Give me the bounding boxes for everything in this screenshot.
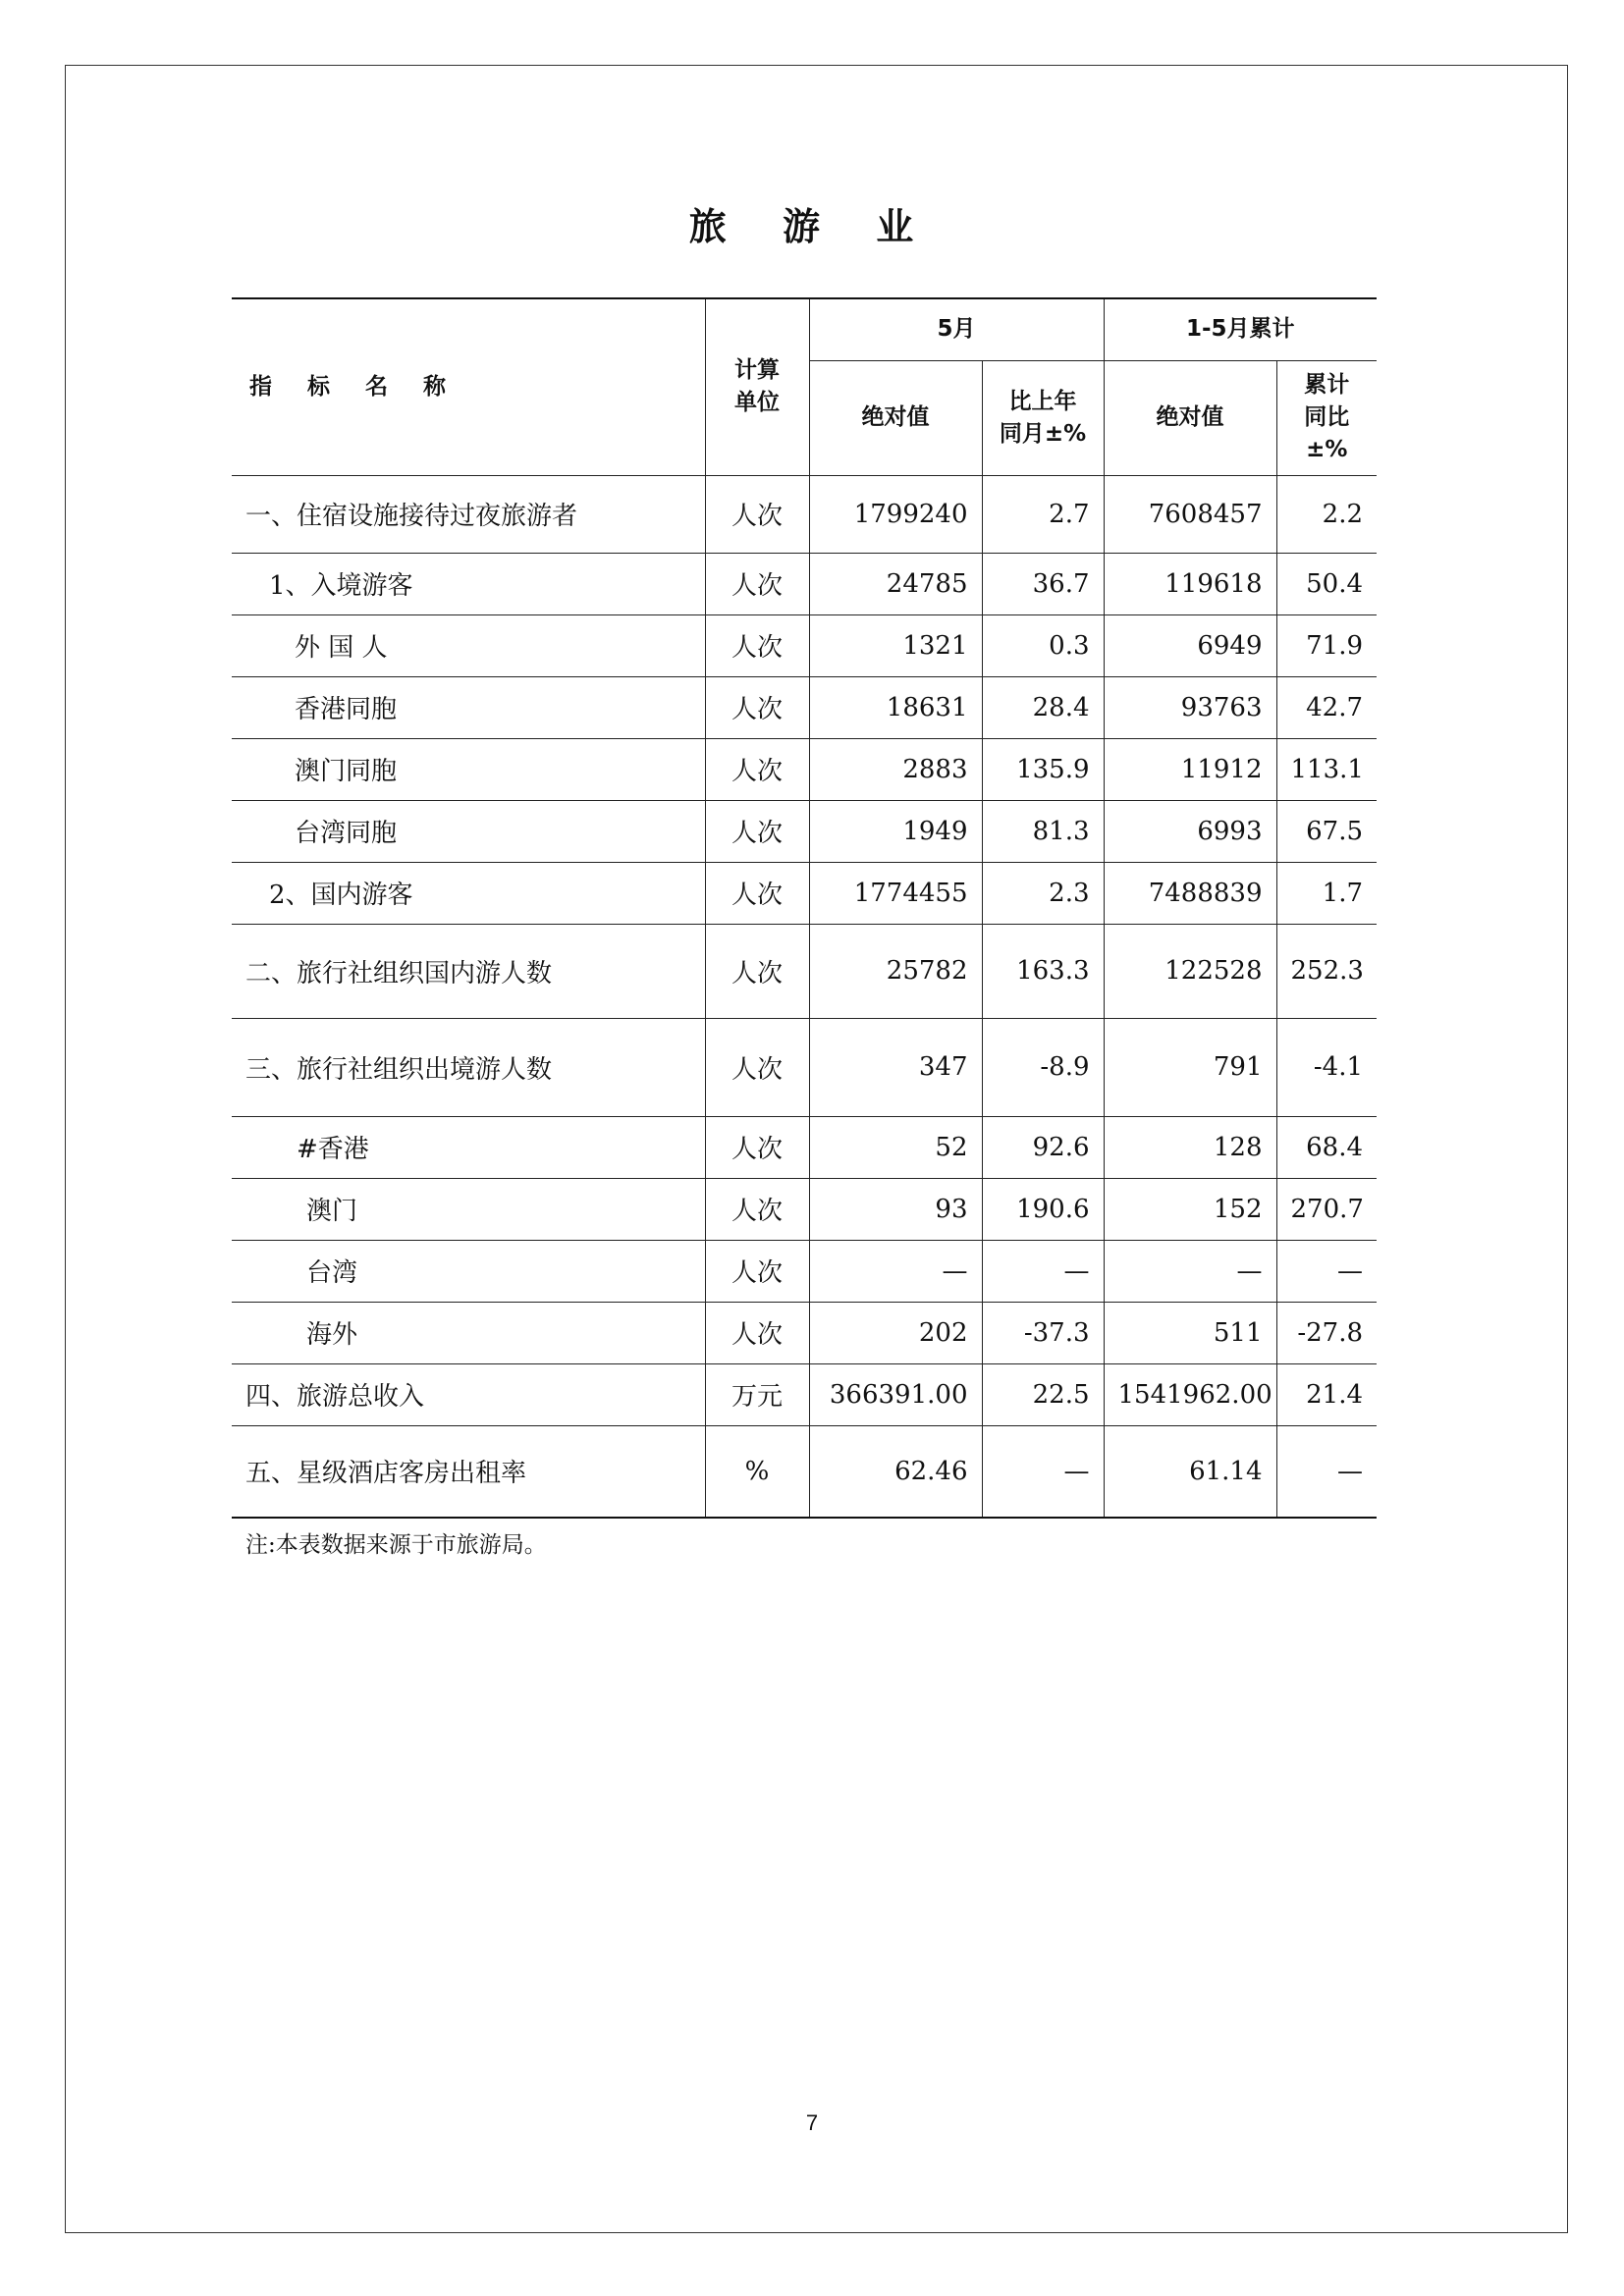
row-ytd-yoy: -4.1 bbox=[1276, 1018, 1377, 1116]
row-month-value: 1799240 bbox=[809, 475, 982, 553]
row-month-yoy: — bbox=[982, 1240, 1104, 1302]
row-name: 澳门同胞 bbox=[232, 738, 705, 800]
row-ytd-yoy: 71.9 bbox=[1276, 614, 1377, 676]
row-month-value: — bbox=[809, 1240, 982, 1302]
row-ytd-value: 11912 bbox=[1104, 738, 1276, 800]
table-row bbox=[232, 553, 1377, 614]
header-indicator-name: 指 标 名 称 bbox=[232, 298, 705, 475]
row-ytd-yoy: 42.7 bbox=[1276, 676, 1377, 738]
row-unit: 人次 bbox=[705, 738, 809, 800]
row-month-yoy: 22.5 bbox=[982, 1363, 1104, 1425]
row-ytd-yoy: 2.2 bbox=[1276, 475, 1377, 553]
row-unit: 人次 bbox=[705, 1302, 809, 1363]
source-note: 注:本表数据来源于市旅游局。 bbox=[245, 1532, 547, 1558]
row-month-value: 366391.00 bbox=[809, 1363, 982, 1425]
row-ytd-value: 511 bbox=[1104, 1302, 1276, 1363]
row-ytd-yoy: 68.4 bbox=[1276, 1116, 1377, 1178]
row-month-yoy: 92.6 bbox=[982, 1116, 1104, 1178]
row-ytd-value: 791 bbox=[1104, 1018, 1276, 1116]
row-month-yoy: 190.6 bbox=[982, 1178, 1104, 1240]
row-unit: 万元 bbox=[705, 1363, 809, 1425]
row-month-yoy: -37.3 bbox=[982, 1302, 1104, 1363]
row-month-yoy: 0.3 bbox=[982, 614, 1104, 676]
table-row bbox=[232, 1302, 1377, 1363]
header-unit-line1: 计算 bbox=[734, 357, 780, 384]
row-name: 1、入境游客 bbox=[232, 553, 705, 614]
row-month-yoy: 2.3 bbox=[982, 862, 1104, 924]
row-month-yoy: 81.3 bbox=[982, 800, 1104, 862]
row-month-yoy: — bbox=[982, 1425, 1104, 1518]
row-month-value: 347 bbox=[809, 1018, 982, 1116]
row-unit: 人次 bbox=[705, 1018, 809, 1116]
row-month-yoy: 135.9 bbox=[982, 738, 1104, 800]
row-month-value: 1321 bbox=[809, 614, 982, 676]
table-row bbox=[232, 1116, 1377, 1178]
header-month-group: 5月 bbox=[809, 298, 1104, 360]
header-month-yoy-line2: 同月±% bbox=[999, 420, 1087, 447]
row-unit: 人次 bbox=[705, 862, 809, 924]
row-ytd-value: 7608457 bbox=[1104, 475, 1276, 553]
row-ytd-yoy: 113.1 bbox=[1276, 738, 1377, 800]
row-unit: 人次 bbox=[705, 1240, 809, 1302]
header-month-yoy-line1: 比上年 bbox=[1008, 388, 1077, 414]
table-row bbox=[232, 800, 1377, 862]
row-name: 海外 bbox=[232, 1302, 705, 1363]
row-name: 一、住宿设施接待过夜旅游者 bbox=[232, 475, 705, 553]
row-month-value: 202 bbox=[809, 1302, 982, 1363]
header-ytd-yoy-line3: ±% bbox=[1306, 437, 1348, 462]
row-month-yoy: 36.7 bbox=[982, 553, 1104, 614]
table-row bbox=[232, 475, 1377, 553]
header-month-yoy bbox=[982, 360, 1104, 475]
row-month-value: 2883 bbox=[809, 738, 982, 800]
row-name: 香港同胞 bbox=[232, 676, 705, 738]
table-row bbox=[232, 1240, 1377, 1302]
row-ytd-yoy: 50.4 bbox=[1276, 553, 1377, 614]
header-ytd-yoy-line2: 同比 bbox=[1304, 404, 1350, 430]
row-unit: 人次 bbox=[705, 614, 809, 676]
row-name: 四、旅游总收入 bbox=[232, 1363, 705, 1425]
row-ytd-value: 6949 bbox=[1104, 614, 1276, 676]
page-number: 7 bbox=[805, 2110, 819, 2135]
row-month-value: 25782 bbox=[809, 924, 982, 1018]
row-ytd-value: 122528 bbox=[1104, 924, 1276, 1018]
row-ytd-yoy: 21.4 bbox=[1276, 1363, 1377, 1425]
row-name: #香港 bbox=[232, 1116, 705, 1178]
row-month-yoy: 163.3 bbox=[982, 924, 1104, 1018]
row-ytd-yoy: 252.3 bbox=[1276, 924, 1377, 1018]
row-ytd-value: 7488839 bbox=[1104, 862, 1276, 924]
row-ytd-value: 93763 bbox=[1104, 676, 1276, 738]
row-unit: 人次 bbox=[705, 553, 809, 614]
row-ytd-yoy: 67.5 bbox=[1276, 800, 1377, 862]
row-unit: 人次 bbox=[705, 1178, 809, 1240]
table-row bbox=[232, 614, 1377, 676]
row-month-value: 52 bbox=[809, 1116, 982, 1178]
header-unit bbox=[705, 298, 809, 475]
table-row bbox=[232, 1178, 1377, 1240]
row-month-value: 18631 bbox=[809, 676, 982, 738]
row-month-yoy: -8.9 bbox=[982, 1018, 1104, 1116]
row-month-value: 1949 bbox=[809, 800, 982, 862]
row-name: 外 国 人 bbox=[232, 614, 705, 676]
row-ytd-value: 152 bbox=[1104, 1178, 1276, 1240]
row-ytd-yoy: 270.7 bbox=[1276, 1178, 1377, 1240]
table-row bbox=[232, 862, 1377, 924]
header-unit-line2: 单位 bbox=[734, 390, 780, 416]
table-row bbox=[232, 924, 1377, 1018]
row-ytd-yoy: — bbox=[1276, 1240, 1377, 1302]
tourism-statistics-table bbox=[232, 297, 1377, 1519]
row-name: 台湾同胞 bbox=[232, 800, 705, 862]
header-ytd-yoy bbox=[1276, 360, 1377, 475]
row-unit: 人次 bbox=[705, 1116, 809, 1178]
header-ytd-absolute: 绝对值 bbox=[1104, 360, 1276, 475]
header-ytd-group: 1-5月累计 bbox=[1104, 298, 1377, 360]
row-ytd-value: 61.14 bbox=[1104, 1425, 1276, 1518]
row-name: 二、旅行社组织国内游人数 bbox=[232, 924, 705, 1018]
row-month-value: 24785 bbox=[809, 553, 982, 614]
row-name: 澳门 bbox=[232, 1178, 705, 1240]
row-unit: 人次 bbox=[705, 924, 809, 1018]
row-month-yoy: 2.7 bbox=[982, 475, 1104, 553]
row-ytd-value: 6993 bbox=[1104, 800, 1276, 862]
row-month-value: 62.46 bbox=[809, 1425, 982, 1518]
row-unit: 人次 bbox=[705, 800, 809, 862]
table-row bbox=[232, 1018, 1377, 1116]
row-name: 台湾 bbox=[232, 1240, 705, 1302]
row-name: 三、旅行社组织出境游人数 bbox=[232, 1018, 705, 1116]
row-unit: 人次 bbox=[705, 676, 809, 738]
row-ytd-yoy: 1.7 bbox=[1276, 862, 1377, 924]
table-row bbox=[232, 1363, 1377, 1425]
row-name: 2、国内游客 bbox=[232, 862, 705, 924]
header-month-absolute: 绝对值 bbox=[809, 360, 982, 475]
row-month-value: 1774455 bbox=[809, 862, 982, 924]
table-row bbox=[232, 676, 1377, 738]
table-row bbox=[232, 1425, 1377, 1518]
row-ytd-value: 119618 bbox=[1104, 553, 1276, 614]
row-unit: 人次 bbox=[705, 475, 809, 553]
row-ytd-yoy: -27.8 bbox=[1276, 1302, 1377, 1363]
row-ytd-yoy: — bbox=[1276, 1425, 1377, 1518]
row-ytd-value: — bbox=[1104, 1240, 1276, 1302]
row-unit: % bbox=[705, 1425, 809, 1518]
row-name: 五、星级酒店客房出租率 bbox=[232, 1425, 705, 1518]
row-ytd-value: 128 bbox=[1104, 1116, 1276, 1178]
table-row bbox=[232, 738, 1377, 800]
row-month-value: 93 bbox=[809, 1178, 982, 1240]
row-ytd-value: 1541962.00 bbox=[1104, 1363, 1276, 1425]
header-ytd-yoy-line1: 累计 bbox=[1304, 372, 1350, 398]
page-title: 旅 游 业 bbox=[688, 205, 936, 248]
row-month-yoy: 28.4 bbox=[982, 676, 1104, 738]
